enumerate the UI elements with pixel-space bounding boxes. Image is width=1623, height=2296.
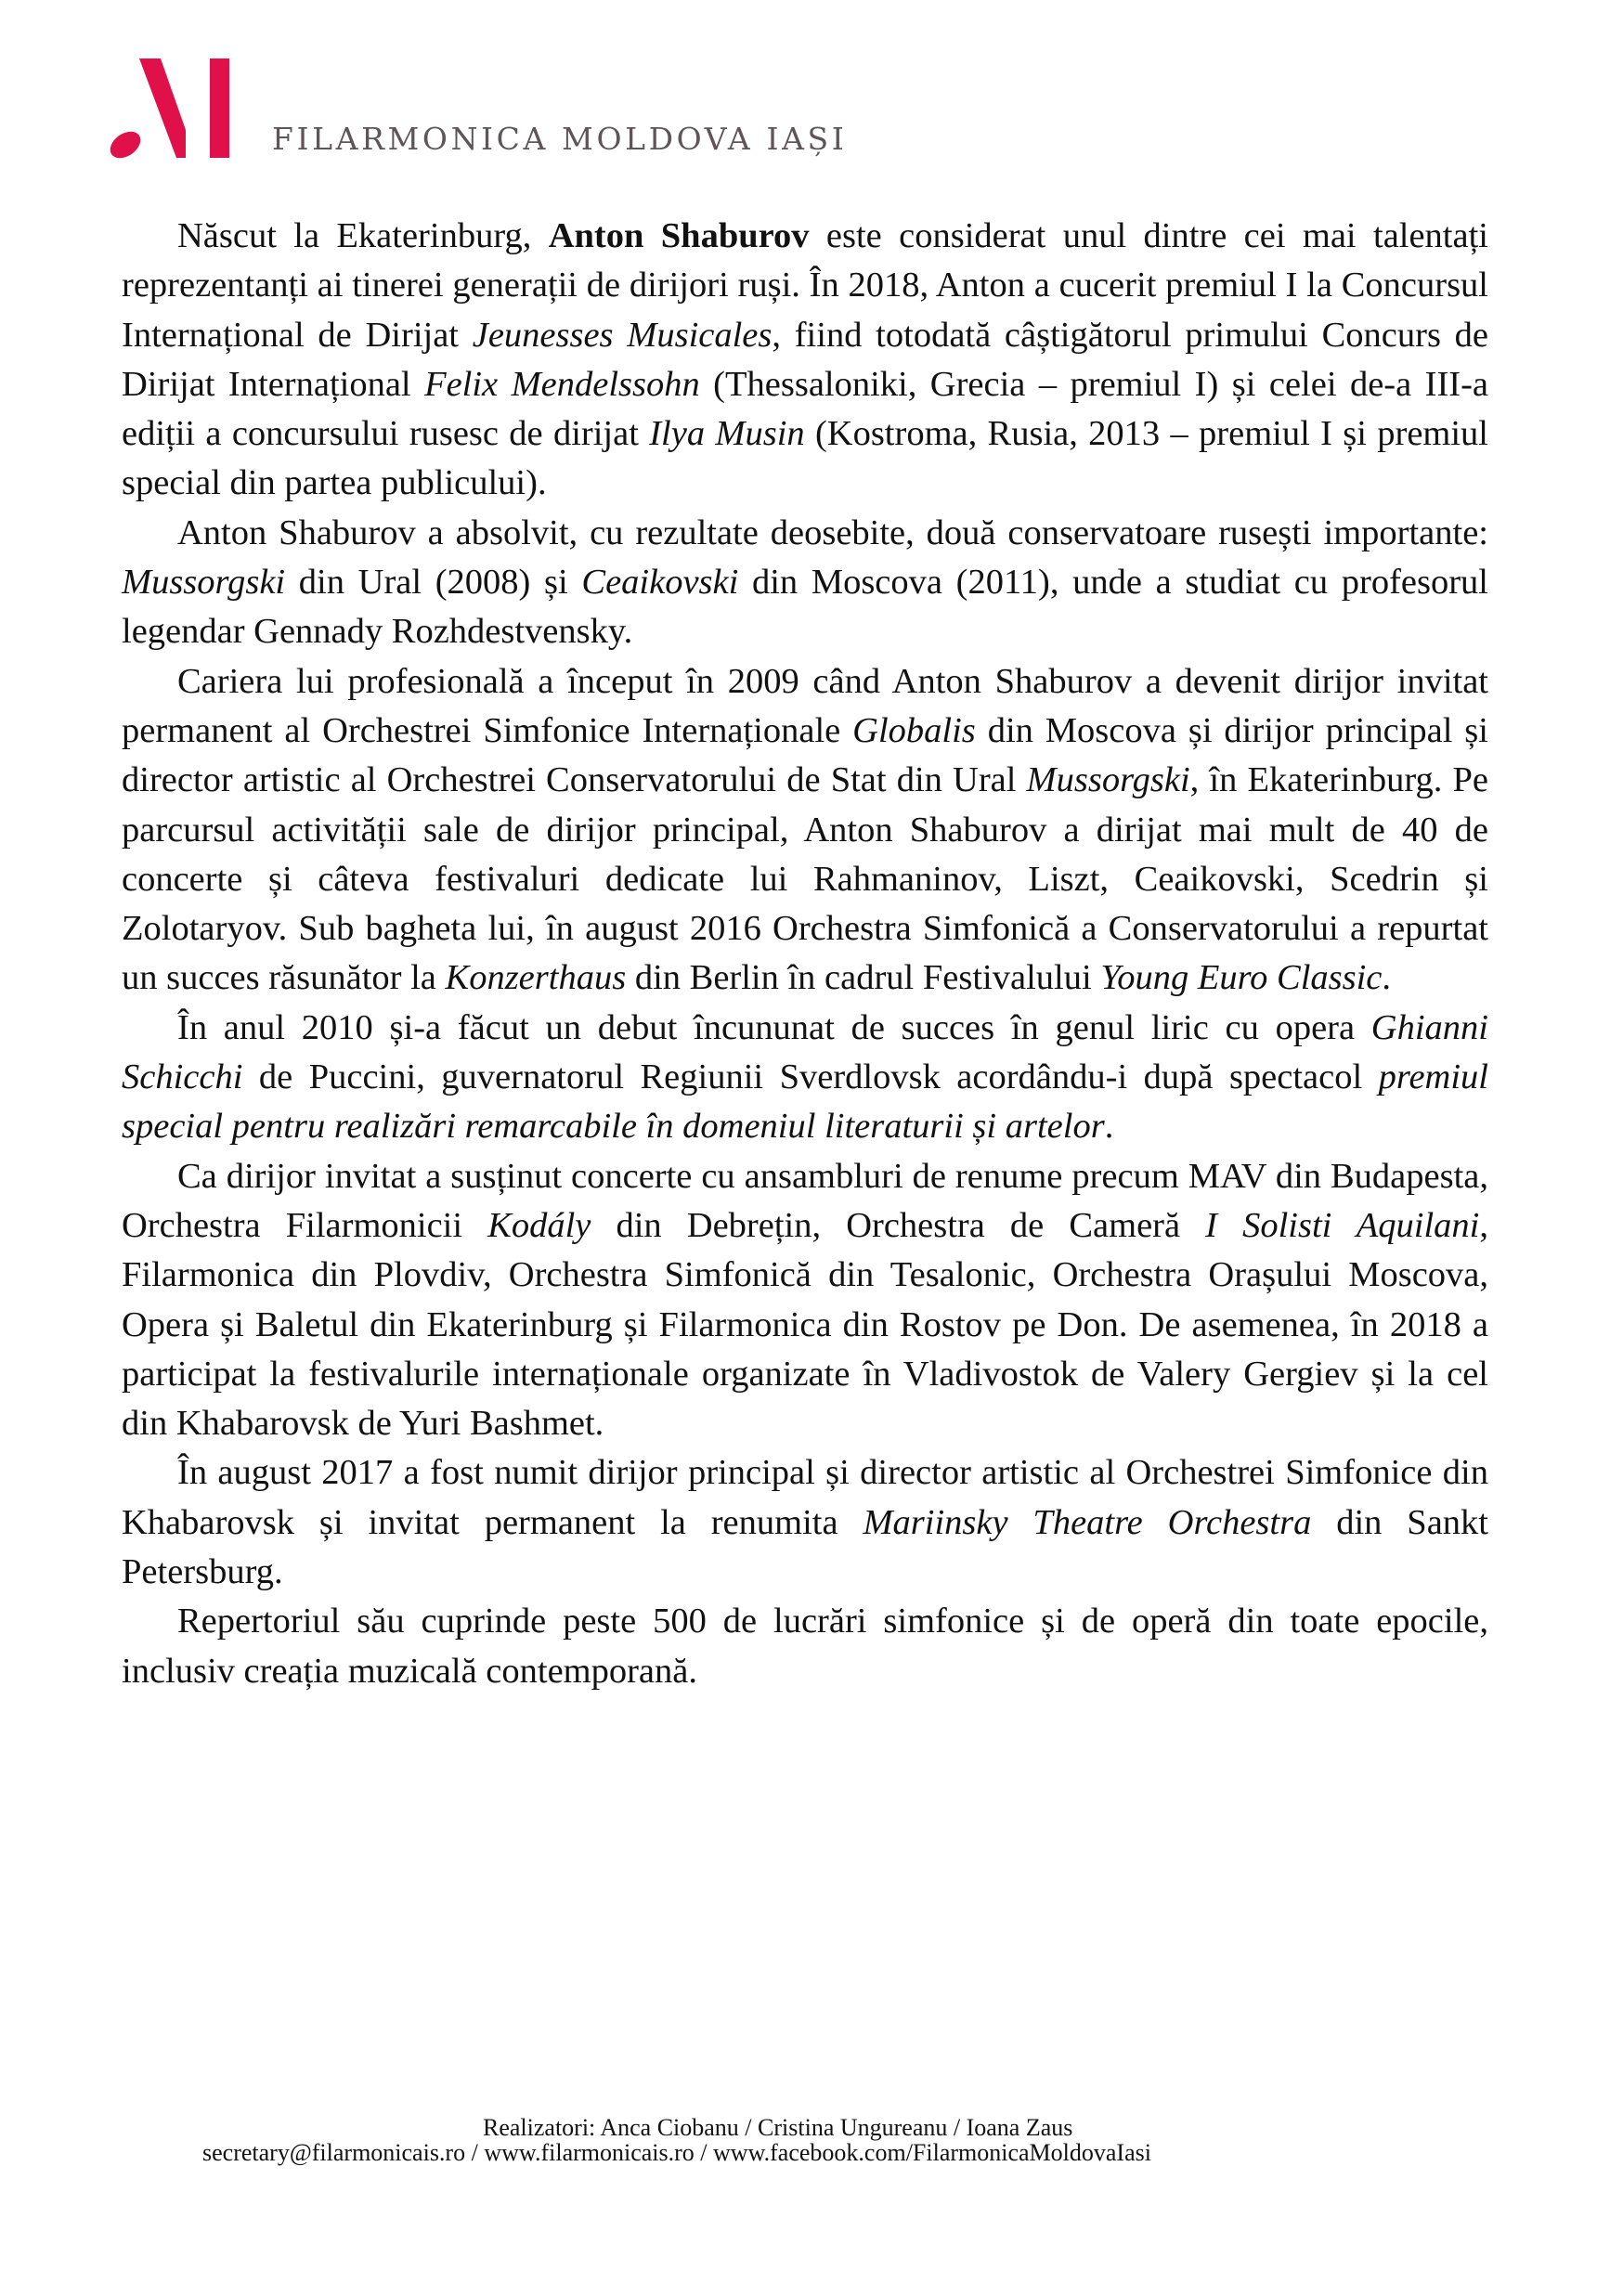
italic-text: Ceaikovski: [581, 563, 739, 603]
text-run: din Debrețin, Orchestra de Cameră: [591, 1205, 1206, 1245]
italic-text: Globalis: [852, 710, 976, 750]
text-run: În anul 2010 și-a făcut un debut încununat de succes în genul liric cu opera: [177, 1007, 1371, 1047]
italic-text: Kodály: [487, 1205, 591, 1245]
text-run: , fiind totodată câștigătorul primului Concurs de Dirijat Internațional: [122, 315, 1488, 404]
paragraph: [122, 1597, 1488, 1696]
italic-text: Konzerthaus: [445, 958, 627, 998]
italic-text: Ghianni Schicchi: [122, 1007, 1488, 1097]
text-run: din Moscova și dirijor principal și director artistic al Orchestrei Conservatorului de Stat din Ural: [122, 710, 1488, 800]
text-run: .: [1104, 1107, 1114, 1147]
italic-text: Mussorgski: [1026, 760, 1190, 800]
footer-credits: Realizatori: Anca Ciobanu / Cristina Ungureanu / Ioana Zaus: [483, 2114, 1073, 2141]
bold-text: Anton Shaburov: [548, 216, 810, 255]
org-name: FILARMONICA MOLDOVA IAȘI: [272, 121, 848, 157]
text-run: din Berlin în cadrul Festivalului: [626, 958, 1101, 998]
text-run: este considerat unul dintre cei mai talentați reprezentanți ai tinerei generații de dirijori ruși. În 2018, Anton a cucerit premiul I la Concursul Internațional de Dirijat: [122, 216, 1488, 355]
text-run: de Puccini, guvernatorul Regiunii Sverdlovsk acordându-i după spectacol: [242, 1057, 1379, 1097]
italic-text: Mariinsky Theatre Orchestra: [863, 1502, 1312, 1542]
text-run: din Sankt Petersburg.: [122, 1502, 1489, 1592]
paragraph: [122, 1152, 1488, 1449]
paragraph: [122, 212, 1488, 509]
italic-text: Mussorgski: [122, 563, 286, 603]
italic-text: Ilya Musin: [649, 414, 805, 454]
italic-text: premiul special pentru realizări remarcabile în domeniul literaturii și artelor: [122, 1057, 1488, 1147]
article-body: [122, 212, 1488, 1696]
paragraph: [122, 509, 1488, 657]
page-header: [0, 0, 1623, 186]
text-run: , în Ekaterinburg. Pe parcursul activității sale de dirijor principal, Anton Shaburov a dirijat mai mult de 40 de concerte și câteva festivaluri dedicate lui Rahmaninov, Liszt, Ceaikovski, Scedrin și Zolotaryov. Sub bagheta lui, în august 2016 Orchestra Simfonică a Conservatorului a repurtat un succes răsunător la: [122, 760, 1488, 998]
italic-text: Jeunesses Musicales: [472, 315, 773, 355]
text-run: Ca dirijor invitat a susținut concerte cu ansambluri de renume precum MAV din Budapesta, Orchestra Filarmonicii: [122, 1156, 1488, 1245]
filarmonica-logo-icon: [106, 56, 236, 162]
footer-contacts: secretary@filarmonicais.ro / www.filarmonicais.ro / www.facebook.com/FilarmonicaMoldovaIasi: [202, 2139, 1151, 2166]
italic-text: I Solisti Aquilani: [1205, 1205, 1480, 1245]
text-run: Născut la Ekaterinburg,: [177, 216, 549, 255]
italic-text: Young Euro Classic: [1100, 958, 1383, 998]
italic-text: Felix Mendelssohn: [424, 364, 700, 404]
text-run: .: [1382, 958, 1392, 998]
text-run: Anton Shaburov a absolvit, cu rezultate deosebite, două conservatoare rusești importante:: [177, 512, 1488, 552]
text-run: (Kostroma, Rusia, 2013 – premiul I și premiul special din partea publicului).: [122, 414, 1488, 503]
text-run: , Filarmonica din Plovdiv, Orchestra Simfonică din Tesalonic, Orchestra Orașului Moscova, Opera și Baletul din Ekaterinburg și Filarmonica din Rostov pe Don. De asemenea, în 2018 a participat la festivalurile internaționale organizate în Vladivostok de Valery Gergiev și la cel din Khabarovsk de Yuri Bashmet.: [122, 1205, 1488, 1444]
text-run: Repertoriul său cuprinde peste 500 de lucrări simfonice și de operă din toate epocile, inclusiv creația muzicală contemporană.: [122, 1602, 1488, 1691]
text-run: din Moscova (2011), unde a studiat cu profesorul legendar Gennady Rozhdestvensky.: [122, 563, 1488, 652]
paragraph: [122, 657, 1488, 1004]
paragraph: [122, 1448, 1488, 1597]
text-run: Cariera lui profesională a început în 2009 când Anton Shaburov a devenit dirijor invitat permanent al Orchestrei Simfonice Internaționale: [122, 661, 1488, 750]
paragraph: [122, 1004, 1488, 1152]
text-run: (Thessaloniki, Grecia – premiul I) și celei de-a III-a ediții a concursului rusesc de dirijat: [122, 364, 1489, 454]
text-run: În august 2017 a fost numit dirijor principal și director artistic al Orchestrei Simfonice din Khabarovsk și invitat permanent la renumita: [122, 1453, 1488, 1542]
text-run: din Ural (2008) și: [285, 563, 582, 603]
